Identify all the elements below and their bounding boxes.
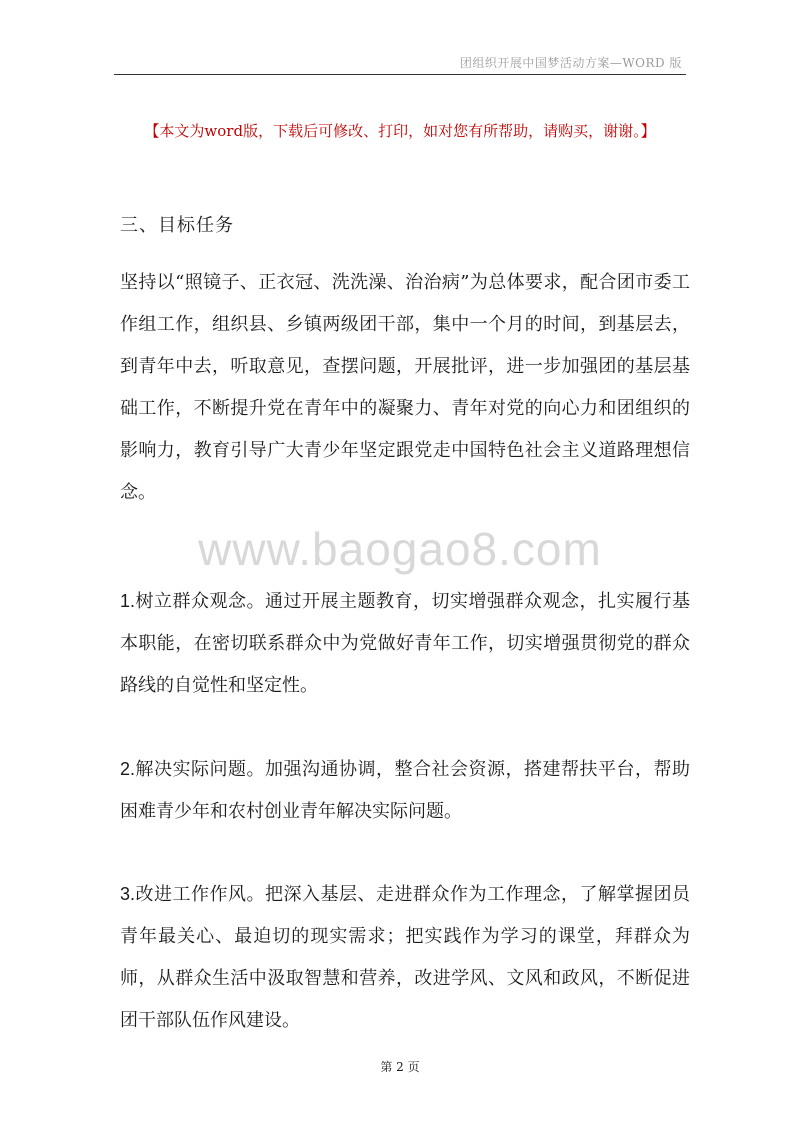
task-item-3-text: 改进工作作风。把深入基层、走进群众作为工作理念，了解掌握团员青年最关心、最迫切的现实需求；把实践作为学习的课堂，拜群众为师，从群众生活中汲取智慧和营养，改进学风、文风和政风，不断促进团干部队伍作风建设。 bbox=[120, 884, 690, 1031]
intro-paragraph: 坚持以“照镜子、正衣冠、洗洗澡、治治病”为总体要求，配合团市委工作组工作，组织县、乡镇两级团干部，集中一个月的时间，到基层去，到青年中去，听取意见，查摆问题，开展批评，进一步加强团的基层基础工作，不断提升党在青年中的凝聚力、青年对党的向心力和团组织的影响力，教育引导广大青少年坚定跟党走中国特色社会主义道路理想信念。 bbox=[120, 272, 690, 503]
task-item-3-number: 3. bbox=[120, 884, 136, 904]
section-heading: 三、目标任务 bbox=[120, 215, 234, 236]
task-item-1-number: 1. bbox=[120, 591, 136, 611]
task-item-1-text: 树立群众观念。通过开展主题教育，切实增强群众观念，扎实履行基本职能，在密切联系群众中为党做好青年工作，切实增强贯彻党的群众路线的自觉性和坚定性。 bbox=[120, 591, 690, 696]
task-item-2 bbox=[120, 748, 690, 833]
header-title: 团组织开展中国梦活动方案—WORD 版 bbox=[459, 56, 682, 70]
page-number: 第 2 页 bbox=[380, 1060, 420, 1074]
task-item-2-number: 2. bbox=[120, 759, 136, 779]
task-item-3 bbox=[120, 873, 690, 1042]
watermark-text: www.baogao8.com bbox=[198, 523, 602, 575]
task-item-1 bbox=[120, 580, 690, 707]
header-rule bbox=[114, 74, 686, 75]
purchase-notice: 【本文为word版，下载后可修改、打印，如对您有所帮助，请购买，谢谢。】 bbox=[144, 122, 656, 140]
task-item-2-text: 解决实际问题。加强沟通协调，整合社会资源，搭建帮扶平台，帮助困难青少年和农村创业青年解决实际问题。 bbox=[120, 759, 690, 822]
